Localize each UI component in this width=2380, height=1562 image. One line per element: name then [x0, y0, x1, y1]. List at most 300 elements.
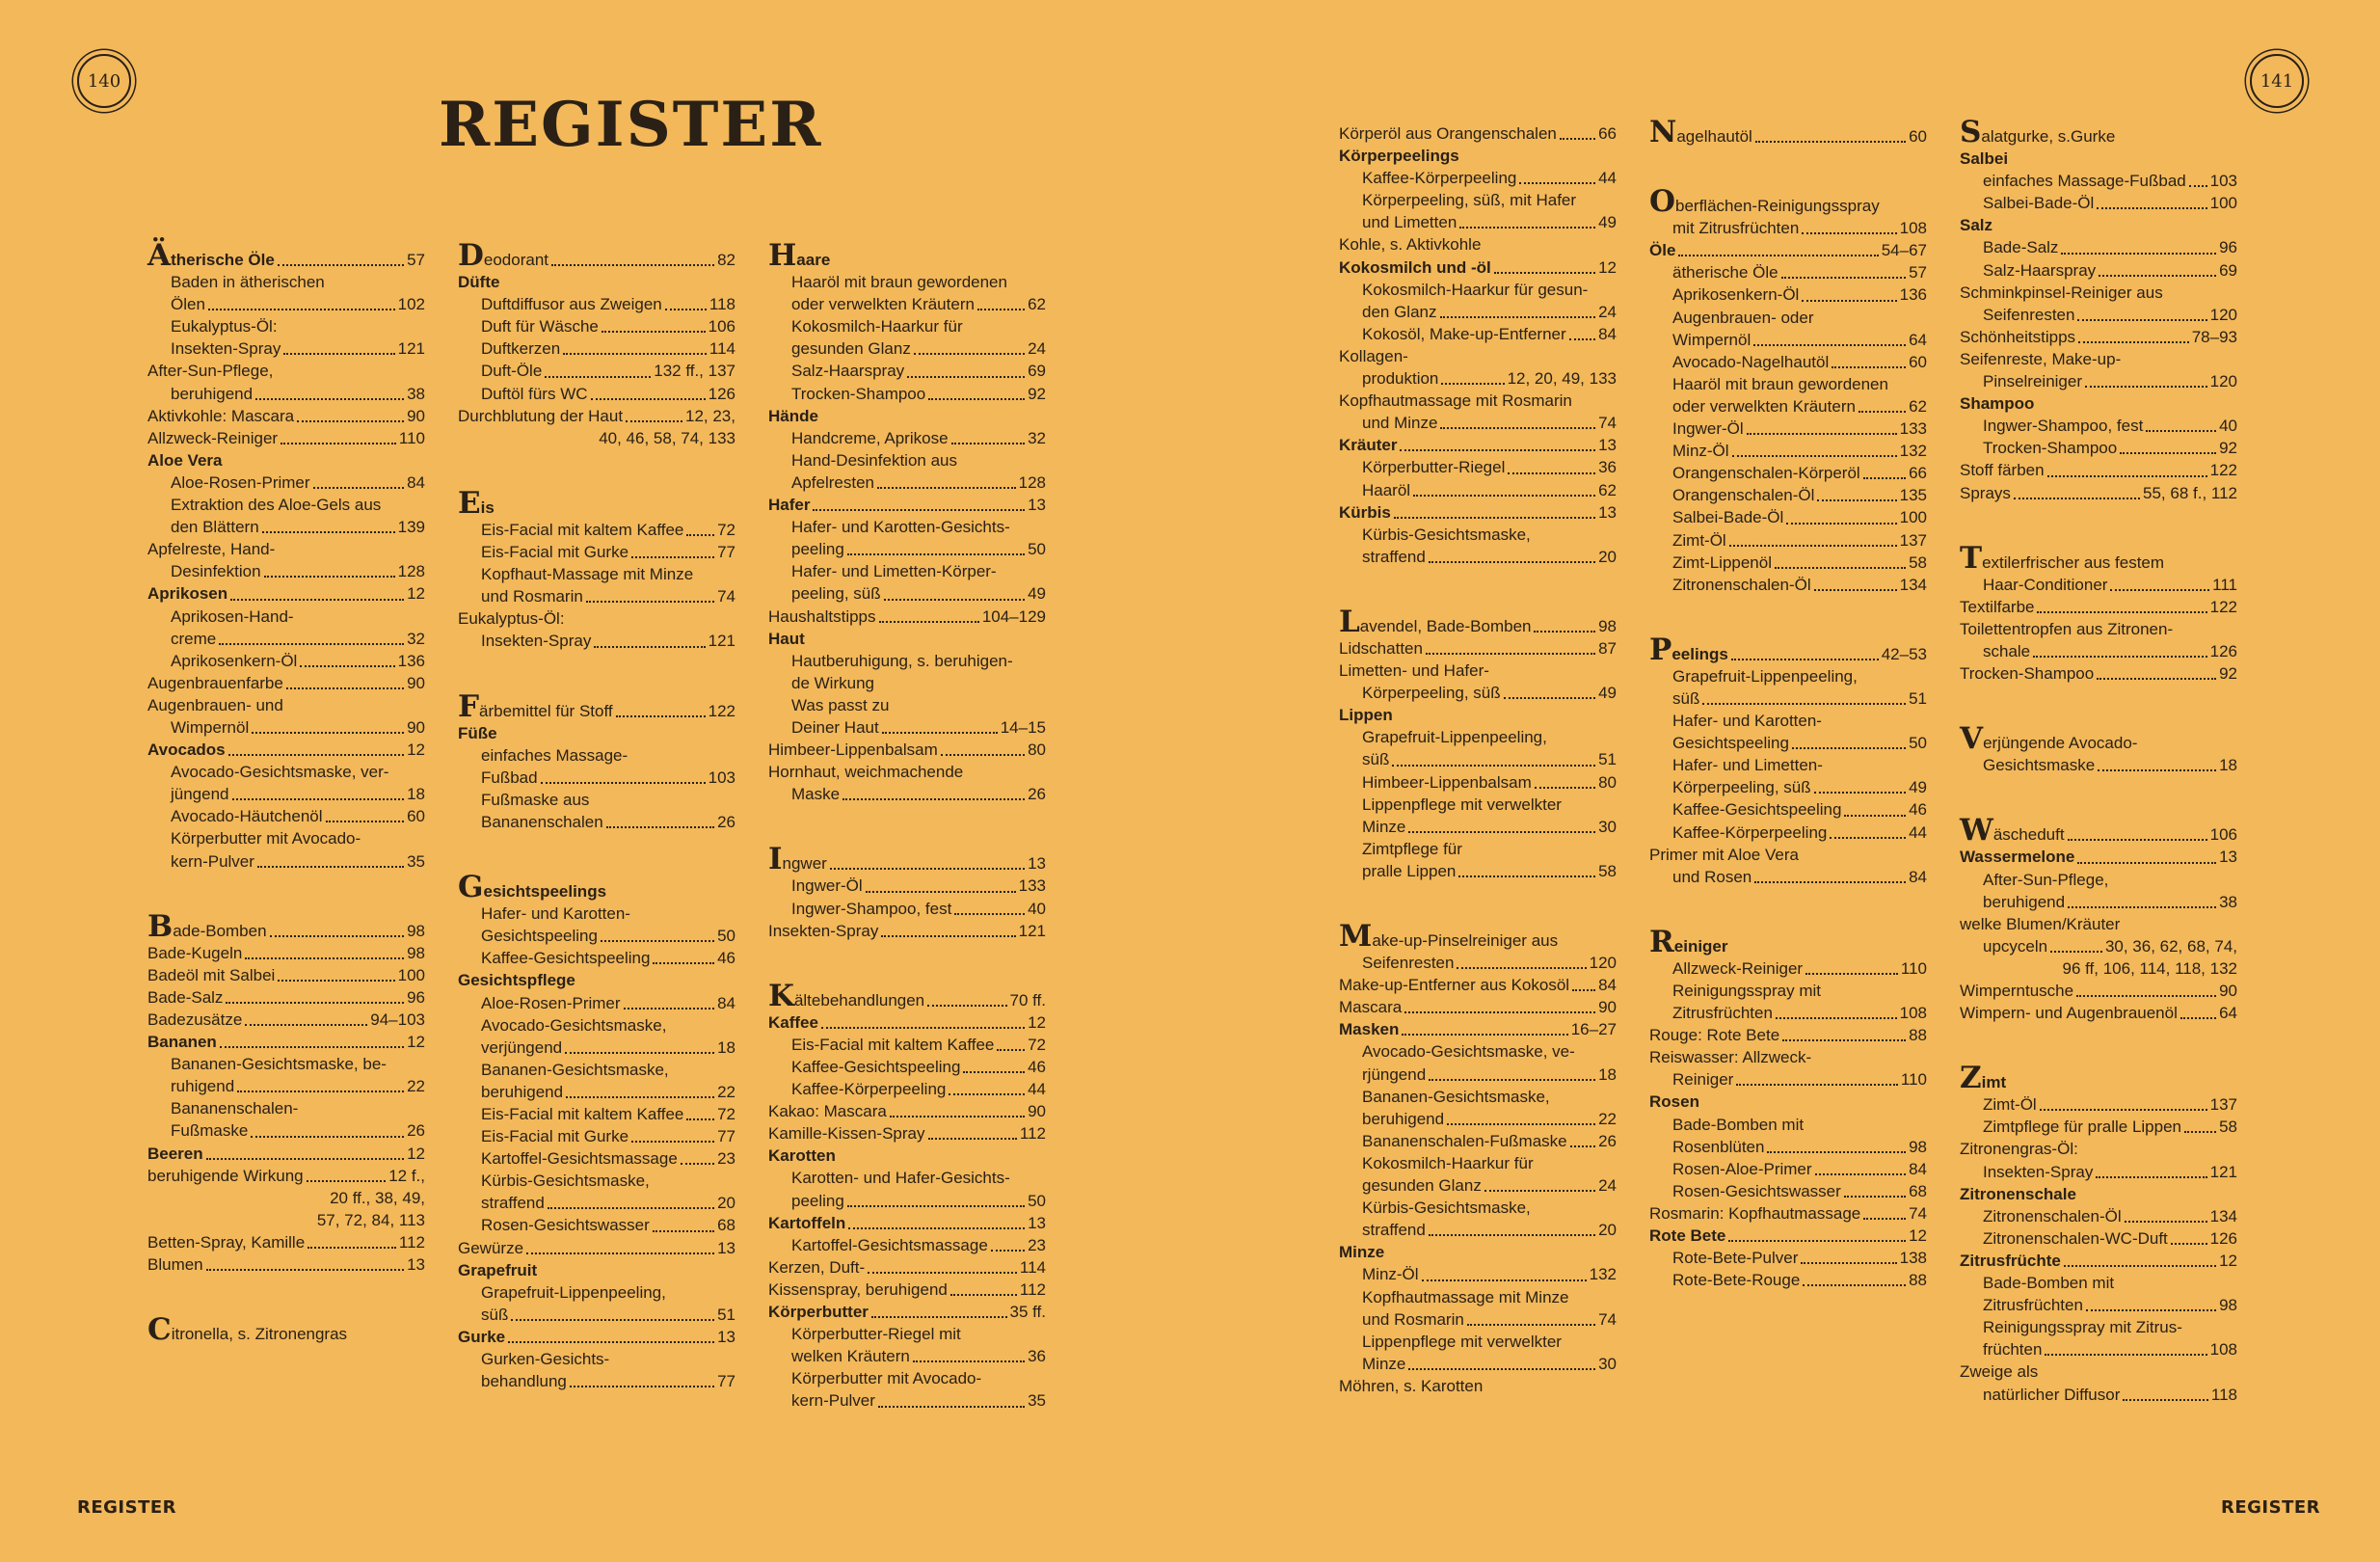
- index-subentry: [147, 827, 425, 849]
- entry-text: Lippen: [1339, 706, 1393, 725]
- entry-text: Zitrusfrüchten: [1983, 1296, 2083, 1315]
- dot-leader: [1441, 383, 1504, 385]
- index-subentry: [1339, 952, 1617, 974]
- entry-text: Masken: [1339, 1020, 1400, 1039]
- dot-leader: [308, 1247, 396, 1249]
- dot-leader: [686, 534, 714, 536]
- dot-leader: [1422, 1279, 1587, 1281]
- index-subentry: [1339, 1040, 1617, 1063]
- page-reference: 84: [1598, 976, 1617, 995]
- entry-text: Kaffee-Gesichtspeeling: [1672, 800, 1842, 820]
- page-reference: 20: [717, 1194, 735, 1213]
- entry-text: [768, 238, 831, 273]
- dot-leader: [257, 866, 404, 868]
- entry-text: Apfelresten: [791, 472, 874, 492]
- entry-text: Grapefruit-Lippenpeeling,: [481, 1282, 666, 1302]
- dot-leader: [879, 621, 979, 623]
- dot-leader: [928, 398, 1025, 400]
- entry-text: Hafer- und Karotten-Gesichts-: [791, 518, 1010, 537]
- entry-text: Gesichtsmaske: [1983, 756, 2096, 775]
- entry-text: [768, 978, 925, 1013]
- entry-text: Schönheitstipps: [1960, 327, 2076, 346]
- entry-text-rest: ngwer: [782, 854, 827, 874]
- entry-text: Textilfarbe: [1960, 597, 2035, 616]
- dot-leader: [951, 443, 1026, 444]
- entry-text: Bananen-Gesichtsmaske,: [1362, 1087, 1550, 1106]
- page-reference: 82: [717, 251, 735, 269]
- entry-text: und Rosmarin: [481, 587, 583, 606]
- dot-leader: [1814, 589, 1897, 591]
- page-reference: 26: [1598, 1131, 1617, 1150]
- index-column: [1960, 115, 2237, 1406]
- entry-text: oder verwelkten Kräutern: [791, 295, 975, 314]
- dot-leader: [1702, 703, 1906, 705]
- dot-leader: [2050, 951, 2102, 953]
- page-reference: 58: [2219, 1118, 2237, 1137]
- entry-text: Kerzen, Duft-: [768, 1257, 866, 1277]
- index-subentry: [1649, 798, 1927, 821]
- dot-leader: [565, 1052, 714, 1054]
- page-reference: 12: [407, 741, 425, 760]
- index-subentry: [768, 1078, 1046, 1100]
- page-reference: 84: [1909, 867, 1927, 886]
- page-reference: 96: [2219, 238, 2237, 257]
- index-subentry: [147, 716, 425, 739]
- dot-leader: [950, 1294, 1017, 1296]
- index-letter-section: [768, 238, 1046, 805]
- dot-leader: [1792, 747, 1906, 749]
- entry-text-rest: aare: [796, 251, 831, 269]
- index-subentry: [768, 783, 1046, 805]
- page-reference: 38: [2219, 892, 2237, 911]
- dot-leader: [954, 913, 1025, 915]
- entry-text: [1649, 115, 1752, 149]
- index-entry: [147, 908, 425, 944]
- entry-text: Aktivkohle: Mascara: [147, 406, 295, 425]
- index-subentry: [1960, 1272, 2237, 1294]
- entry-text: Füße: [458, 723, 497, 742]
- index-subentry: [147, 1075, 425, 1097]
- index-subentry: [458, 1370, 735, 1392]
- entry-text: Hafer- und Limetten-: [1672, 756, 1823, 775]
- dot-leader: [1429, 1079, 1595, 1081]
- index-letter-section: [1649, 924, 1927, 1292]
- page-reference: 23: [1028, 1235, 1046, 1254]
- entry-text: Kürbis-Gesichtsmaske,: [481, 1172, 650, 1191]
- index-subentry: [768, 1190, 1046, 1212]
- dot-leader: [2120, 452, 2216, 454]
- entry-text-rest: ade-Bomben: [173, 921, 267, 940]
- page-reference: 57: [407, 251, 425, 269]
- index-entry: [1960, 1138, 2237, 1160]
- page-reference: 110: [1900, 958, 1927, 978]
- index-entry: [1339, 660, 1617, 682]
- index-subentry: [1960, 1093, 2237, 1116]
- page-reference: 77: [717, 1127, 735, 1146]
- page-reference: 126: [2209, 641, 2237, 660]
- index-subentry: [458, 1281, 735, 1304]
- index-subentry: [1649, 217, 1927, 239]
- dot-leader: [2180, 1017, 2216, 1019]
- entry-text: Eukalyptus-Öl:: [171, 317, 278, 337]
- entry-text: Aloe-Rosen-Primer: [171, 472, 310, 492]
- entry-text: Salbei-Bade-Öl: [1672, 508, 1784, 527]
- index-entry: [1339, 1241, 1617, 1263]
- dot-leader: [570, 1386, 714, 1387]
- entry-text: Kokosmilch-Haarkur für: [1362, 1153, 1534, 1172]
- entry-text: Kissenspray, beruhigend: [768, 1279, 948, 1299]
- index-subentry: [458, 925, 735, 947]
- entry-text: Gurken-Gesichts-: [481, 1350, 610, 1369]
- dot-leader: [1802, 300, 1896, 302]
- page-reference: 98: [1909, 1137, 1927, 1156]
- section-initial: T: [1960, 540, 1983, 576]
- page-reference: 49: [1598, 684, 1617, 703]
- index-subentry: [147, 606, 425, 628]
- page-reference: 106: [708, 317, 735, 337]
- entry-text: Orangenschalen-Körperöl: [1672, 464, 1860, 483]
- index-entry: [1960, 813, 2237, 848]
- entry-text: Kartoffeln: [768, 1213, 846, 1232]
- entry-text: einfaches Massage-: [481, 745, 628, 765]
- dot-leader: [847, 1205, 1025, 1207]
- index-entry: [1339, 390, 1617, 412]
- dot-leader: [868, 1272, 1017, 1274]
- entry-text: Avocado-Nagelhautöl: [1672, 352, 1830, 371]
- index-subentry: [1649, 754, 1927, 776]
- page-reference: 12: [407, 584, 425, 604]
- entry-text: und Rosmarin: [1362, 1309, 1464, 1329]
- index-subentry: [147, 337, 425, 360]
- page-reference: 110: [398, 428, 425, 447]
- page-reference: 74: [1598, 1309, 1617, 1329]
- entry-text-rest: alatgurke, s.Gurke: [1981, 127, 2116, 146]
- entry-text: verjüngend: [481, 1037, 563, 1057]
- index-entry: [1960, 662, 2237, 685]
- index-subentry: [1649, 710, 1927, 732]
- index-subentry: [768, 898, 1046, 920]
- index-subentry: [1960, 415, 2237, 437]
- index-entry: [1339, 501, 1617, 524]
- section-initial: Z: [1960, 1061, 1982, 1096]
- entry-text: beruhigend: [1362, 1109, 1445, 1128]
- entry-text: Kokosöl, Make-up-Entferner: [1362, 324, 1566, 343]
- index-letter-section: [768, 978, 1046, 1413]
- entry-text: Trocken-Shampoo: [1983, 439, 2118, 458]
- dot-leader: [821, 1027, 1025, 1029]
- index-subentry: [768, 1323, 1046, 1345]
- index-letter-section: [1960, 813, 2237, 1024]
- entry-text: upcyceln: [1983, 936, 2048, 956]
- page-reference: 13: [1598, 502, 1617, 522]
- index-entry: [1960, 913, 2237, 935]
- dot-leader: [313, 487, 405, 489]
- index-subentry: [1339, 1197, 1617, 1219]
- index-entry: [458, 238, 735, 273]
- dot-leader: [206, 1158, 404, 1160]
- page-reference: 46: [1028, 1058, 1046, 1076]
- index-subentry: [1649, 1158, 1927, 1180]
- page-reference: 12: [407, 1033, 425, 1052]
- entry-text-rest: ake-up-Pinselreiniger aus: [1372, 931, 1559, 950]
- entry-text: Rosmarin: Kopfhautmassage: [1649, 1203, 1861, 1223]
- index-entry: [147, 1253, 425, 1276]
- entry-text: Rosen-Aloe-Primer: [1672, 1159, 1812, 1178]
- page-reference: 69: [2219, 260, 2237, 280]
- index-entry: [1960, 957, 2237, 980]
- entry-text: Bananen: [147, 1033, 217, 1052]
- dot-leader: [1782, 1039, 1906, 1041]
- dot-leader: [2068, 906, 2216, 908]
- dot-leader: [2189, 185, 2207, 187]
- entry-text: [1649, 924, 1728, 959]
- index-subentry: [458, 744, 735, 767]
- entry-text: Lippenpflege mit verwelkter: [1362, 1332, 1562, 1351]
- dot-leader: [963, 1071, 1025, 1073]
- dot-leader: [1494, 272, 1595, 274]
- entry-text: Möhren, s. Karotten: [1339, 1376, 1484, 1395]
- dot-leader: [1440, 316, 1596, 318]
- index-subentry: [458, 541, 735, 563]
- entry-text: Grapefruit-Lippenpeeling,: [1362, 728, 1547, 747]
- entry-text: rjüngend: [1362, 1064, 1427, 1084]
- index-entry: [1960, 1002, 2237, 1024]
- index-subentry: [1960, 1338, 2237, 1360]
- entry-text: Salbei-Bade-Öl: [1983, 194, 2095, 213]
- page-reference: 62: [1598, 480, 1617, 499]
- page-reference: 13: [1028, 1213, 1046, 1232]
- index-subentry: [1339, 1219, 1617, 1241]
- section-initial: M: [1339, 919, 1373, 954]
- index-subentry: [147, 383, 425, 405]
- entry-text-rest: therische Öle: [171, 251, 275, 269]
- entry-text: [768, 842, 827, 877]
- entry-text: Hafer- und Karotten-: [1672, 712, 1822, 731]
- dot-leader: [1736, 1084, 1898, 1086]
- index-entry: [1339, 919, 1617, 954]
- page-reference: 13: [1598, 436, 1617, 455]
- dot-leader: [1755, 141, 1906, 143]
- entry-text: peeling: [791, 540, 844, 559]
- entry-text: Duft-Öle: [481, 362, 543, 381]
- page-reference: 51: [717, 1305, 735, 1324]
- index-subentry: [458, 563, 735, 585]
- entry-text: Ölen: [171, 295, 205, 314]
- index-entry: [147, 538, 425, 560]
- index-entry: [768, 1301, 1046, 1323]
- entry-text: de Wirkung: [791, 673, 874, 692]
- dot-leader: [1394, 517, 1595, 519]
- index-entry: [147, 694, 425, 716]
- dot-leader: [1814, 792, 1906, 794]
- entry-text: Bananenschalen-Fußmaske: [1362, 1131, 1567, 1150]
- page-reference: 122: [2209, 597, 2237, 616]
- entry-text-rest: avendel, Bade-Bomben: [1359, 616, 1532, 635]
- dot-leader: [1560, 138, 1595, 140]
- dot-leader: [245, 957, 404, 959]
- entry-text: kern-Pulver: [791, 1391, 875, 1411]
- index-subentry: [1339, 838, 1617, 860]
- index-subentry: [1960, 935, 2237, 957]
- entry-text: Ingwer-Öl: [791, 876, 863, 896]
- entry-text: den Blättern: [171, 518, 259, 537]
- dot-leader: [206, 1269, 404, 1271]
- dot-leader: [871, 1316, 1007, 1318]
- index-entry: [147, 1231, 425, 1253]
- index-entry: [147, 1031, 425, 1053]
- index-subentry: [458, 992, 735, 1014]
- page-reference: 72: [717, 520, 735, 539]
- index-subentry: [147, 560, 425, 582]
- section-initial: S: [1960, 115, 1982, 149]
- section-initial: N: [1649, 115, 1677, 149]
- entry-text: Körperpeeling, süß: [1672, 778, 1811, 797]
- entry-text: Kaffee-Körperpeeling: [1672, 822, 1828, 842]
- dot-leader: [230, 599, 404, 601]
- page-reference: 12: [1028, 1012, 1046, 1032]
- index-letter-section: [147, 1312, 425, 1348]
- page-reference: 114: [709, 339, 735, 359]
- entry-text: Öle: [1649, 241, 1676, 260]
- index-entry: [1649, 239, 1927, 261]
- page-reference: 44: [1598, 169, 1617, 188]
- index-entry: [147, 964, 425, 986]
- index-subentry: [1339, 1286, 1617, 1308]
- dot-leader: [264, 576, 395, 578]
- index-entry: [458, 722, 735, 744]
- entry-text: Badeöl mit Salbei: [147, 965, 276, 984]
- index-subentry: [1339, 211, 1617, 233]
- page-reference: 64: [2219, 1004, 2237, 1023]
- dot-leader: [2040, 1109, 2207, 1111]
- page-reference: 137: [1899, 530, 1927, 550]
- index-subentry: [458, 360, 735, 382]
- page-reference: 13: [717, 1327, 735, 1346]
- entry-text: Gurke: [458, 1327, 506, 1346]
- dot-leader: [566, 1096, 714, 1098]
- page-reference: 72: [1028, 1035, 1046, 1054]
- entry-text-rest: ältebehandlungen: [793, 990, 925, 1010]
- page-reference: 58: [1909, 552, 1927, 572]
- index-subentry: [768, 315, 1046, 337]
- page-reference: 84: [1909, 1159, 1927, 1178]
- dot-leader: [2098, 769, 2216, 771]
- dot-leader: [882, 732, 998, 734]
- dot-leader: [1776, 1017, 1897, 1019]
- dot-leader: [2099, 275, 2216, 277]
- index-entry: [1960, 1360, 2237, 1383]
- index-subentry: [1649, 980, 1927, 1002]
- page-reference: 112: [1019, 1124, 1046, 1144]
- page-reference: 24: [1598, 302, 1617, 321]
- index-subentry: [768, 716, 1046, 739]
- entry-text: Eis-Facial mit kaltem Kaffee: [791, 1035, 995, 1054]
- entry-text: Hafer- und Karotten-: [481, 904, 630, 924]
- entry-text: beruhigend: [171, 384, 254, 403]
- index-entry: [1339, 1375, 1617, 1397]
- page-reference: 70 ff.: [1009, 990, 1046, 1010]
- page-reference: 30, 36, 62, 68, 74,: [2104, 936, 2237, 956]
- index-subentry: [768, 560, 1046, 582]
- page-reference: 22: [407, 1077, 425, 1096]
- entry-text: Kürbis-Gesichtsmaske,: [1362, 1198, 1531, 1218]
- entry-text: [147, 908, 267, 944]
- index-entry: [1649, 1046, 1927, 1068]
- index-subentry: [1960, 1384, 2237, 1406]
- entry-text: Minz-Öl: [1672, 442, 1729, 461]
- index-subentry: [768, 1367, 1046, 1389]
- section-initial: D: [458, 238, 484, 273]
- entry-text: Pinselreiniger: [1983, 372, 2082, 391]
- index-subentry: [1649, 821, 1927, 844]
- page-reference: 132 ff., 137: [654, 362, 735, 381]
- entry-text-rest: einiger: [1673, 936, 1728, 956]
- page-reference: 54–67: [1881, 241, 1927, 260]
- page-reference: 49: [1598, 213, 1617, 232]
- index-letter-section: [458, 238, 735, 449]
- entry-text: Kartoffel-Gesichtsmassage: [481, 1149, 678, 1169]
- page-reference: 44: [1909, 822, 1927, 842]
- dot-leader: [631, 556, 714, 558]
- section-initial: V: [1960, 721, 1984, 757]
- dot-leader: [1732, 455, 1897, 457]
- index-subentry: [458, 1348, 735, 1370]
- entry-text: Deiner Haut: [791, 717, 879, 737]
- dot-leader: [1447, 1123, 1595, 1125]
- dot-leader: [1402, 1034, 1567, 1036]
- index-entry: [1960, 980, 2237, 1002]
- page-reference: 120: [2209, 372, 2237, 391]
- index-subentry: [458, 519, 735, 541]
- index-subentry: [768, 1345, 1046, 1367]
- entry-text: ätherische Öle: [1672, 263, 1778, 283]
- entry-text: Kakao: Mascara: [768, 1102, 887, 1121]
- entry-text: und Limetten: [1362, 213, 1457, 232]
- entry-text: welken Kräutern: [791, 1347, 910, 1366]
- index-letter-section: [147, 908, 425, 1277]
- dot-leader: [1392, 765, 1595, 767]
- index-entry: [147, 427, 425, 449]
- index-subentry: [458, 1103, 735, 1125]
- index-entry: [768, 1011, 1046, 1034]
- index-subentry: [1649, 957, 1927, 980]
- dot-leader: [245, 1024, 367, 1026]
- entry-text: Bade-Salz: [147, 987, 224, 1007]
- page-reference: 55, 68 f., 112: [2143, 483, 2237, 502]
- index-entry: [1960, 1061, 2237, 1096]
- dot-leader: [626, 420, 682, 422]
- page-reference: 103: [708, 768, 735, 787]
- entry-text: Apfelreste, Hand-: [147, 540, 276, 559]
- entry-text: Eukalyptus-Öl:: [458, 609, 565, 629]
- index-subentry: [1339, 1086, 1617, 1108]
- entry-text: Handcreme, Aprikose: [791, 428, 949, 447]
- entry-text: Wassermelone: [1960, 848, 2075, 867]
- dot-leader: [2184, 1131, 2216, 1133]
- page-reference: 80: [1598, 772, 1617, 792]
- page-reference: 18: [1598, 1064, 1617, 1084]
- page-reference: 60: [407, 807, 425, 826]
- entry-text: produktion: [1362, 369, 1439, 389]
- entry-text: Zimt-Lippenöl: [1672, 552, 1772, 572]
- entry-text: ruhigend: [171, 1077, 235, 1096]
- index-subentry: [1649, 1269, 1927, 1291]
- entry-text: Allzweck-Reiniger: [147, 428, 279, 447]
- entry-text: Haut: [768, 629, 805, 648]
- index-subentry: [147, 650, 425, 672]
- dot-leader: [237, 1091, 404, 1092]
- entry-text: Rouge: Rote Bete: [1649, 1026, 1780, 1045]
